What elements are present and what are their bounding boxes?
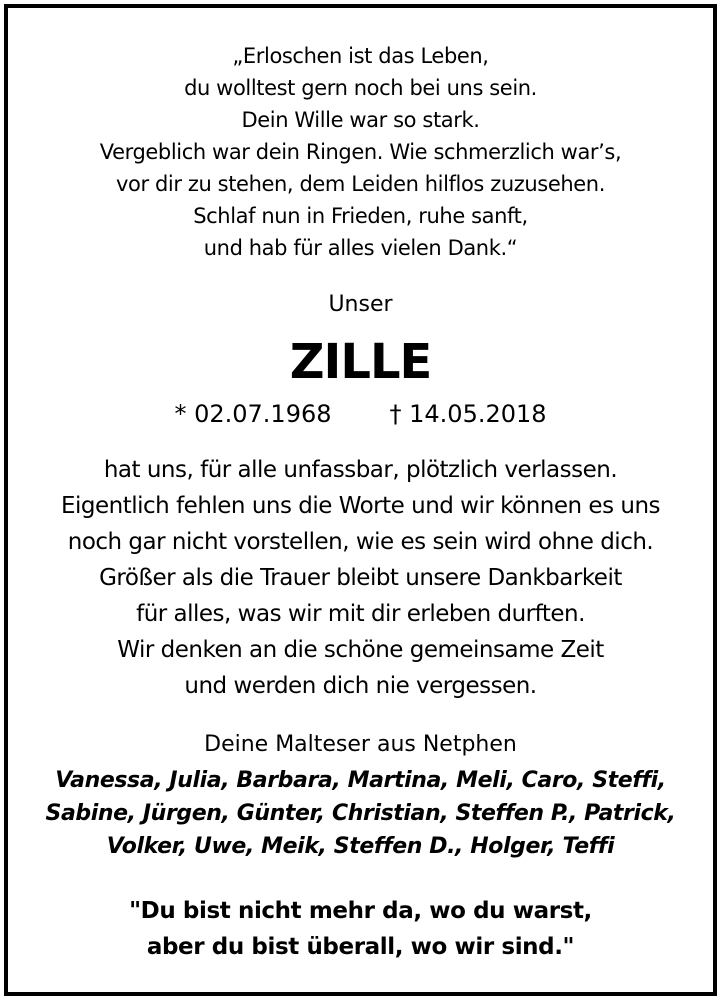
poem-line: Vergeblich war dein Ringen. Wie schmerzlich war’s, — [99, 140, 622, 164]
birth-date: * 02.07.1968 — [174, 400, 332, 428]
deceased-name: ZILLE — [289, 334, 432, 390]
memorial-message — [0, 452, 721, 704]
signature-names — [0, 764, 721, 863]
poem-line: vor dir zu stehen, dem Leiden hilflos zuzusehen. — [116, 172, 605, 196]
names-line: Volker, Uwe, Meik, Steffen D., Holger, Teffi — [106, 834, 615, 859]
message-line: hat uns, für alle unfassbar, plötzlich verlassen. — [103, 457, 618, 483]
names-line: Vanessa, Julia, Barbara, Martina, Meli, Caro, Steffi, — [55, 768, 666, 793]
poem-line: Schlaf nun in Frieden, ruhe sanft, — [193, 204, 528, 228]
closing-quote — [0, 893, 721, 965]
intro-word: Unser — [328, 292, 393, 317]
quote-line: aber du bist überall, wo wir sind." — [146, 934, 575, 960]
poem-line: und hab für alles vielen Dank.“ — [203, 236, 518, 260]
message-line: Eigentlich fehlen uns die Worte und wir können es uns — [60, 493, 660, 519]
poem-line: du wolltest gern noch bei uns sein. — [184, 76, 537, 100]
death-date: † 14.05.2018 — [389, 400, 547, 428]
poem-line: „Erloschen ist das Leben, — [232, 44, 489, 68]
message-line: noch gar nicht vorstellen, wie es sein wird ohne dich. — [67, 529, 654, 555]
message-line: Wir denken an die schöne gemeinsame Zeit — [117, 637, 604, 663]
message-line: für alles, was wir mit dir erleben durften. — [136, 601, 585, 627]
message-line: und werden dich nie vergessen. — [184, 673, 537, 699]
opening-poem — [0, 40, 721, 264]
poem-line: Dein Wille war so stark. — [241, 108, 480, 132]
life-dates — [0, 398, 721, 430]
signature-group: Deine Malteser aus Netphen — [204, 732, 517, 757]
names-line: Sabine, Jürgen, Günter, Christian, Steffen P., Patrick, — [45, 801, 676, 826]
quote-line: "Du bist nicht mehr da, wo du warst, — [129, 898, 592, 924]
message-line: Größer als die Trauer bleibt unsere Dankbarkeit — [99, 565, 622, 591]
